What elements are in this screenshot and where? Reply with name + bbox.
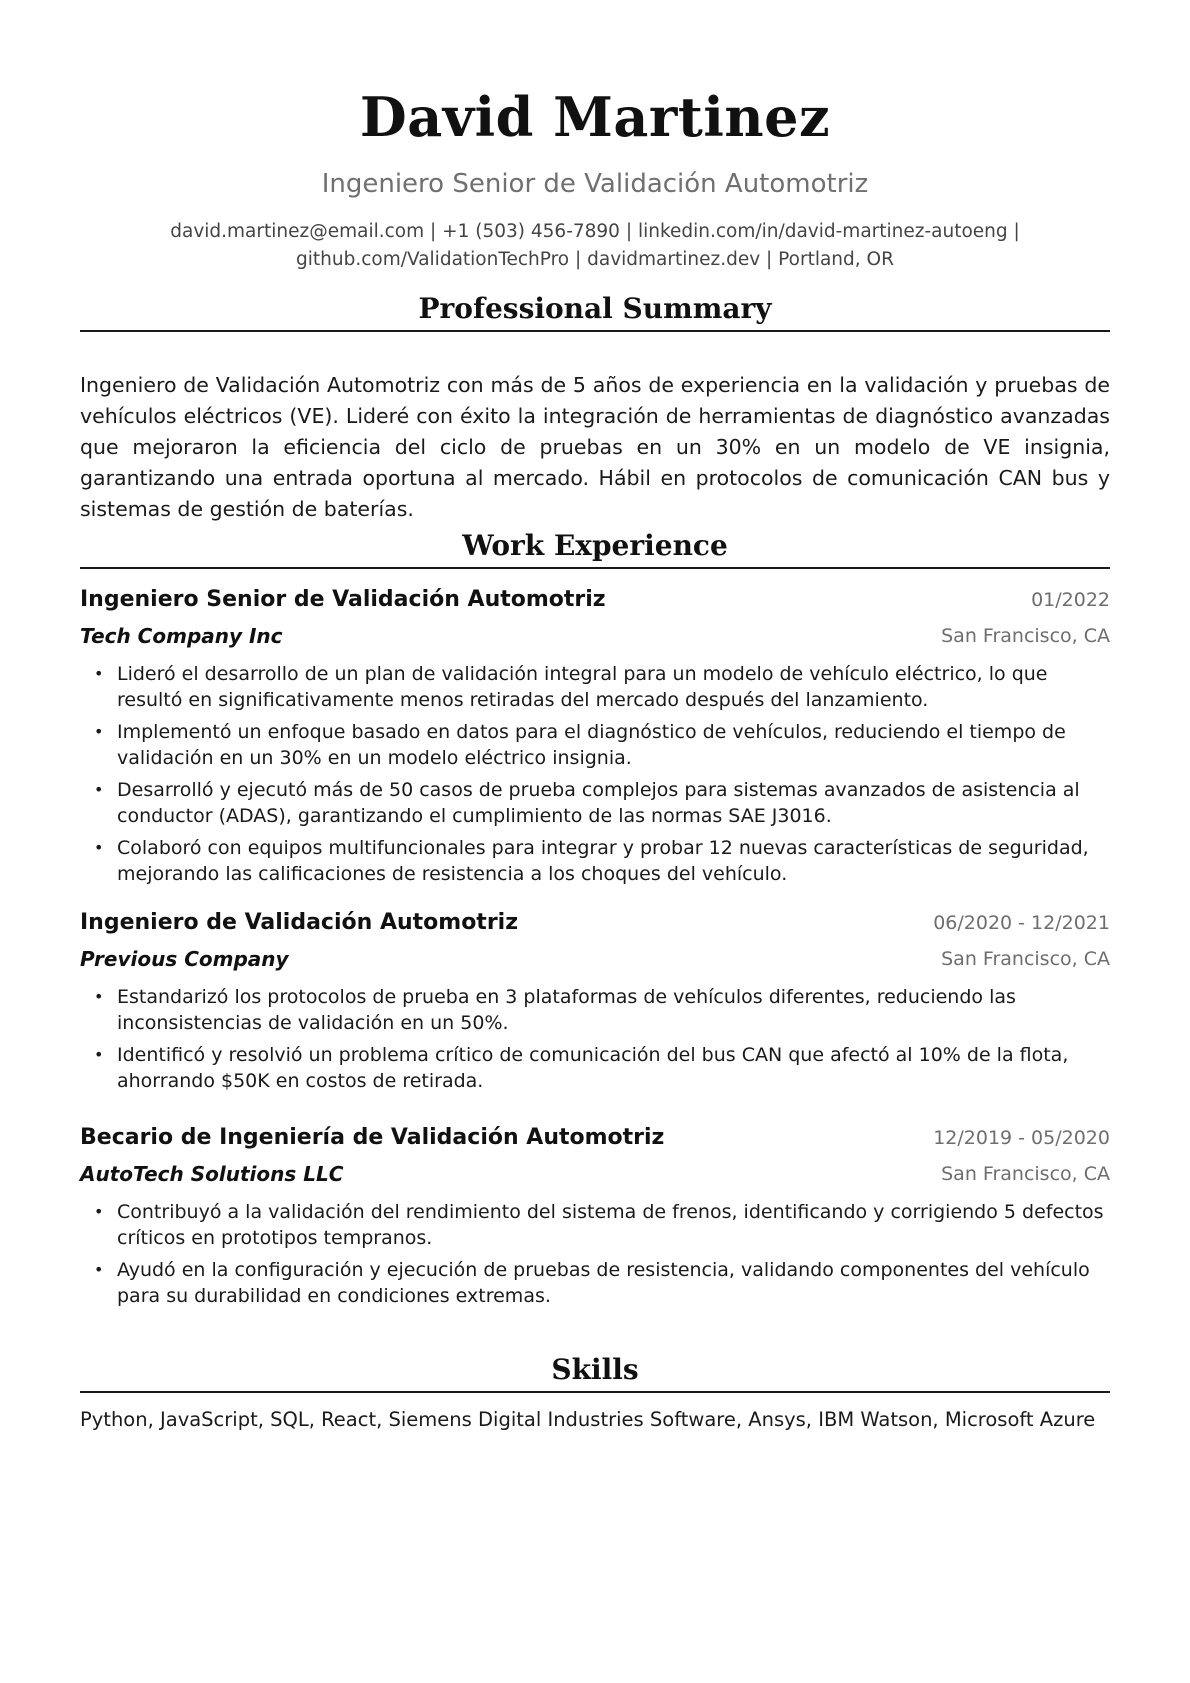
job-title: Becario de Ingeniería de Validación Automotriz: [80, 1125, 665, 1150]
experience-divider: [80, 567, 1110, 569]
job-date: 12/2019 - 05/2020: [933, 1127, 1110, 1149]
job-bullets: [80, 661, 1110, 887]
skills-text: Python, JavaScript, SQL, React, Siemens Digital Industries Software, Ansys, IBM Watson, Microsoft Azure: [80, 1408, 1096, 1431]
summary-text: Ingeniero de Validación Automotriz con más de 5 años de experiencia en la validación y pruebas de vehículos eléctricos (VE). Lideré con éxito la integración de herramientas de diagnóstico avanzadas que mejoraron la eficiencia del ciclo de pruebas en un 30% en un modelo de VE insignia, garantizando una entrada oportuna al mercado. Hábil en protocolos de comunicación CAN bus y sistemas de gestión de baterías.: [80, 373, 1110, 521]
job-location: San Francisco, CA: [941, 625, 1110, 647]
bullet-item: • Lideró el desarrollo de un plan de validación integral para un modelo de vehículo eléctrico, lo que resultó en significativamente menos retiradas del mercado después del lanzamiento.: [94, 663, 1048, 711]
job-company: Tech Company Inc: [80, 624, 283, 648]
job-date: 01/2022: [1031, 589, 1110, 611]
bullet-item: • Ayudó en la configuración y ejecución de pruebas de resistencia, validando componentes del vehículo para su durabilidad en condiciones extremas.: [94, 1259, 1090, 1307]
skills-heading: Skills: [551, 1353, 639, 1386]
job-date: 06/2020 - 12/2021: [933, 912, 1110, 934]
bullet-item: • Colaboró con equipos multifuncionales para integrar y probar 12 nuevas características de seguridad, mejorando las calificaciones de resistencia a los choques del vehículo.: [94, 837, 1089, 885]
bullet-item: • Desarrolló y ejecutó más de 50 casos de prueba complejos para sistemas avanzados de asistencia al conductor (ADAS), garantizando el cumplimiento de las normas SAE J3016.: [94, 779, 1080, 827]
experience-heading: Work Experience: [462, 529, 728, 562]
candidate-name: David Martinez: [359, 85, 831, 149]
bullet-item: • Estandarizó los protocolos de prueba en 3 plataformas de vehículos diferentes, reduciendo las inconsistencias de validación en un 50%.: [94, 986, 1016, 1034]
bullet-icon: •: [94, 1202, 104, 1221]
summary-heading: Professional Summary: [418, 292, 772, 325]
contact-info: [130, 218, 1060, 274]
job-bullets: [80, 1199, 1110, 1309]
job-title: Ingeniero de Validación Automotriz: [80, 910, 519, 935]
bullet-icon: •: [94, 722, 104, 741]
bullet-icon: •: [94, 664, 104, 683]
bullet-icon: •: [94, 780, 104, 799]
candidate-headline: Ingeniero Senior de Validación Automotriz: [321, 169, 869, 199]
bullet-icon: •: [94, 1045, 104, 1064]
job-title: Ingeniero Senior de Validación Automotriz: [80, 587, 606, 612]
contact-line-2: github.com/ValidationTechPro | davidmartinez.dev | Portland, OR: [296, 249, 894, 270]
skills-divider: [80, 1391, 1110, 1393]
bullet-icon: •: [94, 1260, 104, 1279]
bullet-item: • Contribuyó a la validación del rendimiento del sistema de frenos, identificando y corrigiendo 5 defectos críticos en prototipos tempranos.: [94, 1201, 1104, 1249]
job-company: AutoTech Solutions LLC: [80, 1162, 344, 1186]
bullet-item: • Identificó y resolvió un problema crítico de comunicación del bus CAN que afectó al 10% de la flota, ahorrando $50K en costos de retirada.: [94, 1044, 1069, 1092]
bullet-item: • Implementó un enfoque basado en datos para el diagnóstico de vehículos, reduciendo el tiempo de validación en un 30% en un modelo eléctrico insignia.: [94, 721, 1066, 769]
job-location: San Francisco, CA: [941, 1163, 1110, 1185]
job-company: Previous Company: [80, 947, 289, 971]
job-location: San Francisco, CA: [941, 948, 1110, 970]
job-entry: [80, 1121, 1110, 1315]
summary-divider: [80, 330, 1110, 332]
job-bullets: [80, 984, 1110, 1094]
job-entry: [80, 906, 1110, 1100]
bullet-icon: •: [94, 987, 104, 1006]
job-entry: [80, 583, 1110, 893]
contact-line-1: david.martinez@email.com | +1 (503) 456-7890 | linkedin.com/in/david-martinez-autoeng |: [170, 221, 1020, 242]
bullet-icon: •: [94, 838, 104, 857]
